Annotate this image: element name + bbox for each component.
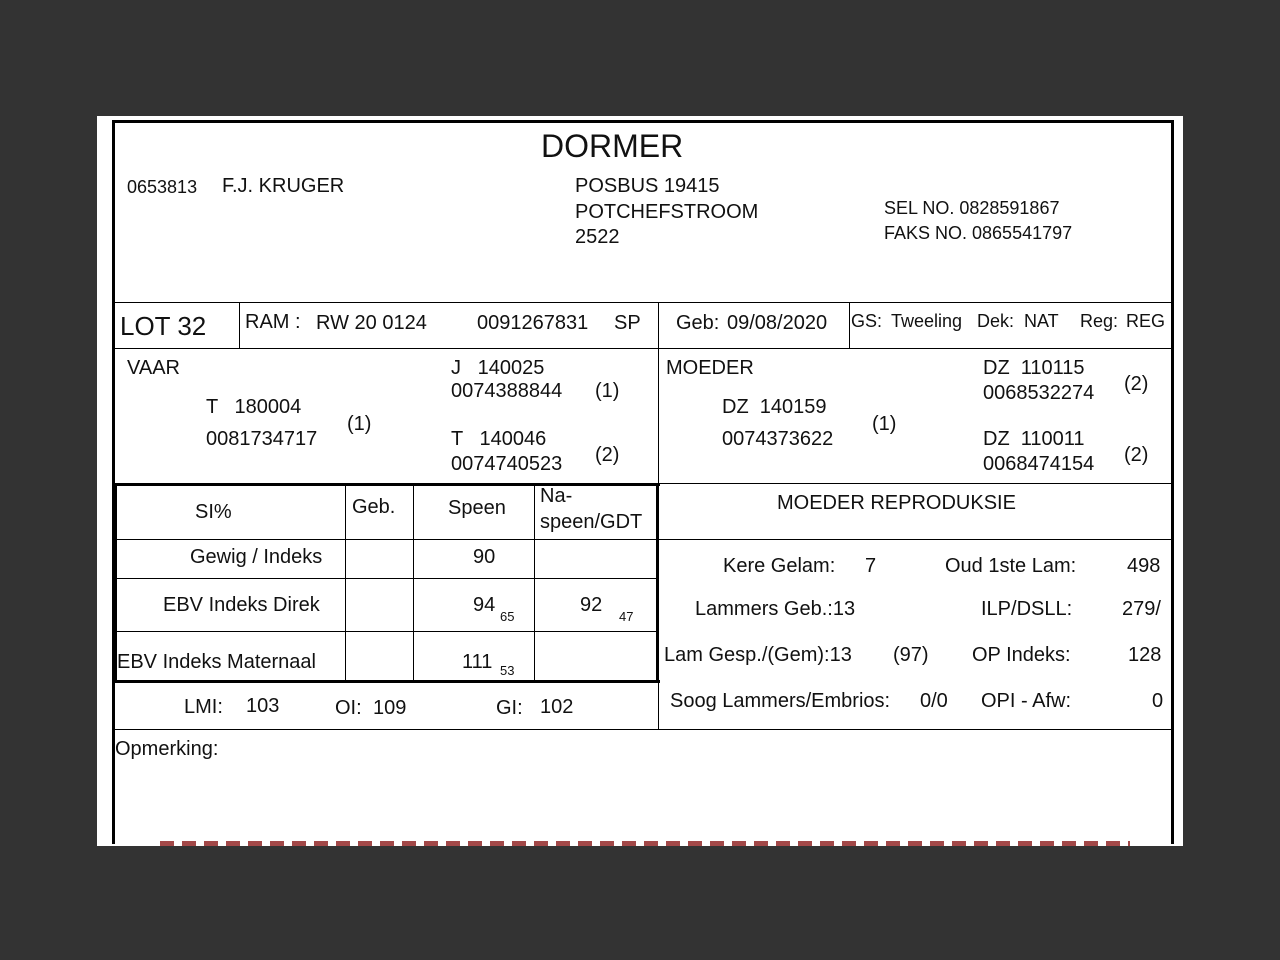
sire-dam-grade: (2) <box>595 444 620 466</box>
lammers-geb: Lammers Geb.:13 <box>695 598 856 620</box>
reg-value: REG <box>1126 311 1166 331</box>
row-label: Gewig / Indeks <box>190 546 323 568</box>
divider <box>656 483 658 683</box>
sire-sire-number: 0074388844 <box>451 380 563 402</box>
divider <box>115 302 1173 303</box>
divider <box>413 485 414 681</box>
opi-label: OPI - Afw: <box>981 690 1072 712</box>
dam-id: DZ 140159 <box>722 396 827 418</box>
divider <box>658 302 659 729</box>
dam-dam-grade: (2) <box>1124 444 1149 466</box>
dam-sire-id: DZ 110115 <box>983 357 1085 379</box>
col-header-geb: Geb. <box>352 496 396 518</box>
divider <box>115 483 660 486</box>
lmi-label: LMI: <box>184 696 223 718</box>
oi-label: OI: <box>335 697 362 719</box>
dam-dam-number: 0068474154 <box>983 453 1095 475</box>
reproduction-title: MOEDER REPRODUKSIE <box>777 492 1016 514</box>
breed-title: DORMER <box>541 128 684 164</box>
row-label: EBV Indeks Direk <box>163 594 320 616</box>
sire-label: VAAR <box>127 357 180 379</box>
dam-number: 0074373622 <box>722 428 834 450</box>
lmi-value: 103 <box>246 695 280 717</box>
soog-label: Soog Lammers/Embrios: <box>670 690 891 712</box>
gesp-percent: (97) <box>893 644 929 666</box>
dam-grade: (1) <box>872 413 897 435</box>
ram-label: RAM : <box>245 311 301 333</box>
reg-label: Reg: <box>1080 311 1119 331</box>
divider <box>115 680 660 683</box>
dam-label: MOEDER <box>666 357 754 379</box>
address-line-1: POSBUS 19415 <box>575 175 720 197</box>
dam-sire-grade: (2) <box>1124 373 1149 395</box>
col-header-speen: Speen <box>448 497 506 519</box>
row-speen-value: 94 <box>473 594 496 616</box>
birth-date: 09/08/2020 <box>727 312 828 334</box>
col-header-si: SI% <box>195 501 232 523</box>
sire-sire-id: J 140025 <box>451 357 545 379</box>
sire-dam-number: 0074740523 <box>451 453 563 475</box>
gi-label: GI: <box>496 697 523 719</box>
breeder-name: F.J. KRUGER <box>222 175 345 197</box>
divider <box>660 483 1173 484</box>
col-header-naspeen-1: Na- <box>540 485 573 507</box>
cutoff-red-text <box>160 841 1130 846</box>
col-header-naspeen-2: speen/GDT <box>540 511 643 533</box>
opi-value: 0 <box>1152 690 1164 712</box>
phone-number: SEL NO. 0828591867 <box>884 198 1060 218</box>
divider <box>115 631 658 632</box>
row-speen-value: 111 <box>462 651 493 673</box>
dam-dam-id: DZ 110011 <box>983 428 1085 450</box>
address-line-3: 2522 <box>575 226 620 248</box>
sire-dam-id: T 140046 <box>451 428 547 450</box>
row-speen-value: 90 <box>473 546 496 568</box>
dek-label: Dek: <box>977 311 1015 331</box>
sire-number: 0081734717 <box>206 428 318 450</box>
lot-number: LOT 32 <box>120 311 207 341</box>
soog-value: 0/0 <box>920 690 948 712</box>
divider <box>115 348 1173 349</box>
dek-value: NAT <box>1024 311 1059 331</box>
op-label: OP Indeks: <box>972 644 1071 666</box>
oud-value: 498 <box>1127 555 1161 577</box>
divider <box>115 539 1173 540</box>
ilp-label: ILP/DSLL: <box>981 598 1073 620</box>
row-naspeen-sub: 47 <box>619 609 634 624</box>
row-label: EBV Indeks Maternaal <box>117 651 316 673</box>
oi-value: 109 <box>373 697 407 719</box>
divider <box>849 302 850 348</box>
dam-sire-number: 0068532274 <box>983 382 1095 404</box>
kere-label: Kere Gelam: <box>723 555 836 577</box>
gs-label: GS: <box>851 311 883 331</box>
address-line-2: POTCHEFSTROOM <box>575 201 759 223</box>
kere-value: 7 <box>865 555 877 577</box>
divider <box>534 485 535 681</box>
divider <box>345 485 346 681</box>
ram-number: 0091267831 <box>477 312 589 334</box>
sire-grade: (1) <box>347 413 372 435</box>
ilp-value: 279/ <box>1122 598 1161 620</box>
oud-label: Oud 1ste Lam: <box>945 555 1077 577</box>
remarks-label: Opmerking: <box>115 738 219 760</box>
divider <box>115 578 658 579</box>
gi-value: 102 <box>540 696 574 718</box>
ram-id: RW 20 0124 <box>316 312 427 334</box>
row-naspeen-value: 92 <box>580 594 603 616</box>
ram-grade: SP <box>614 312 641 334</box>
row-speen-sub: 53 <box>500 663 515 678</box>
fax-number: FAKS NO. 0865541797 <box>884 223 1073 243</box>
divider <box>115 729 1173 730</box>
gs-value: Tweeling <box>891 311 963 331</box>
sire-sire-grade: (1) <box>595 380 620 402</box>
birth-label: Geb: <box>676 312 720 334</box>
gesp-count: Lam Gesp./(Gem):13 <box>664 644 852 666</box>
sire-id: T 180004 <box>206 396 302 418</box>
breeder-id: 0653813 <box>127 177 198 197</box>
op-value: 128 <box>1128 644 1162 666</box>
divider <box>239 302 240 348</box>
row-speen-sub: 65 <box>500 609 515 624</box>
